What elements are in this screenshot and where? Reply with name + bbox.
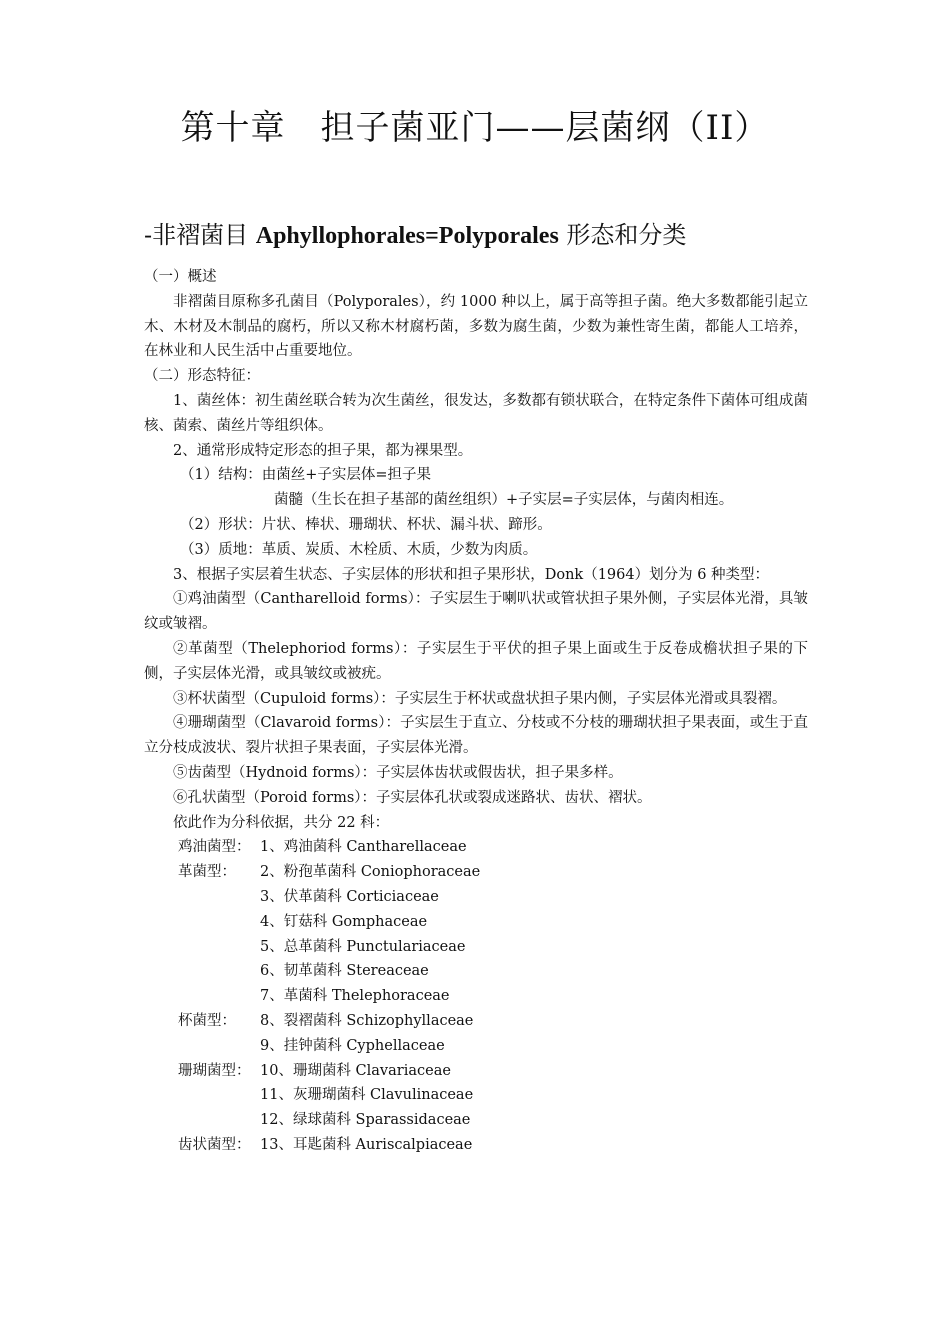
family-row [144, 1009, 808, 1034]
family-group [144, 935, 260, 960]
chapter-title: 第十章 担子菌亚门——层菌纲（II） [180, 108, 770, 148]
family-row [144, 885, 808, 910]
family-group [144, 1034, 260, 1059]
family-row [144, 935, 808, 960]
heading-overview: （一）概述 [144, 269, 217, 285]
family-group: 齿状菌型： [178, 1136, 251, 1153]
family-row [144, 860, 808, 885]
family-row [144, 1083, 808, 1108]
family-group [144, 910, 260, 935]
family-group: 杯菌型： [178, 1012, 236, 1029]
family-name: 5、总革菌科 Punctulariaceae [260, 938, 466, 955]
family-group: 珊瑚菌型： [178, 1062, 251, 1079]
family-name: 8、裂褶菌科 Schizophyllaceae [260, 1012, 474, 1029]
family-name: 12、绿球菌科 Sparassidaceae [260, 1112, 471, 1129]
family-row [144, 1133, 808, 1158]
family-name: 2、粉孢革菌科 Coniophoraceae [260, 864, 481, 881]
body-text [144, 265, 808, 1158]
type-cupuloid: ③杯状菌型（Cupuloid forms）：子实层生于杯状或盘状担子果内侧，子实层体光滑或具裂褶。 [173, 690, 787, 707]
family-name: 9、挂钟菌科 Cyphellaceae [260, 1037, 445, 1054]
section-title-latin: Aphyllophorales=Polyporales [255, 223, 559, 249]
family-group [144, 1108, 260, 1133]
family-group [144, 984, 260, 1009]
family-group: 鸡油菌型： [178, 839, 251, 856]
family-group [144, 959, 260, 984]
item-texture: （3）质地：革质、炭质、木栓质、木质，少数为肉质。 [180, 541, 538, 558]
family-list [144, 835, 808, 1157]
family-name: 1、鸡油菌科 Cantharellaceae [260, 839, 467, 856]
section-title-prefix: -非褶菌目 [144, 221, 256, 249]
item-mycelium: 1、菌丝体：初生菌丝联合转为次生菌丝，很发达，多数都有锁状联合，在特定条件下菌体可组成菌核、菌索、菌丝片等组织体。 [144, 392, 808, 434]
family-name: 6、韧革菌科 Stereaceae [260, 963, 429, 980]
section-title [144, 215, 686, 250]
family-name: 11、灰珊瑚菌科 Clavulinaceae [260, 1087, 474, 1104]
item-structure: （1）结构：由菌丝+子实层体=担子果 [180, 467, 432, 484]
family-group [144, 885, 260, 910]
item-structure-detail: 菌髓（生长在担子基部的菌丝组织）+子实层=子实层体，与菌肉相连。 [274, 492, 734, 509]
section-title-suffix: 形态和分类 [558, 221, 687, 249]
type-poroid: ⑥孔状菌型（Poroid forms）：子实层体孔状或裂成迷路状、齿状、褶状。 [173, 789, 652, 806]
family-row [144, 959, 808, 984]
family-name: 10、珊瑚菌科 Clavariaceae [260, 1062, 451, 1079]
family-row [144, 835, 808, 860]
type-thelephoroid: ②革菌型（Thelephoriod forms）：子实层生于平伏的担子果上面或生于反卷成檐状担子果的下侧，子实层体光滑，或具皱纹或被疣。 [144, 640, 808, 682]
item-donk-types: 3、根据子实层着生状态、子实层体的形状和担子果形状，Donk（1964）划分为 6 种类型： [173, 566, 770, 583]
family-group: 革菌型： [178, 864, 236, 881]
family-group [144, 1083, 260, 1108]
family-name: 13、耳匙菌科 Auriscalpiaceae [260, 1136, 473, 1153]
type-hydnoid: ⑤齿菌型（Hydnoid forms）：子实层体齿状或假齿状，担子果多样。 [173, 764, 623, 781]
overview-paragraph: 非褶菌目原称多孔菌目（Polyporales），约 1000 种以上，属于高等担子菌。绝大多数都能引起立木、木材及木制品的腐朽，所以又称木材腐朽菌，多数为腐生菌，少数为兼性寄生菌，都能人工培养，在林业和人民生活中占重要地位。 [144, 293, 808, 360]
family-name: 3、伏革菌科 Corticiaceae [260, 888, 439, 905]
family-row [144, 910, 808, 935]
family-name: 4、钉菇科 Gomphaceae [260, 913, 428, 930]
family-row [144, 1108, 808, 1133]
heading-morphology: （二）形态特征： [144, 368, 260, 385]
item-shape: （2）形状：片状、棒状、珊瑚状、杯状、漏斗状、蹄形。 [180, 516, 552, 533]
item-basidiocarp: 2、通常形成特定形态的担子果，都为裸果型。 [173, 442, 473, 459]
family-row [144, 984, 808, 1009]
classification-intro: 依此作为分科依据，共分 22 科： [173, 814, 390, 831]
family-name: 7、革菌科 Thelephoraceae [260, 988, 450, 1005]
family-row [144, 1034, 808, 1059]
type-cantharelloid: ①鸡油菌型（Cantharelloid forms）：子实层生于喇叭状或管状担子果外侧，子实层体光滑，具皱纹或皱褶。 [144, 591, 808, 633]
type-clavaroid: ④珊瑚菌型（Clavaroid forms）：子实层生于直立、分枝或不分枝的珊瑚状担子果表面，或生于直立分枝成波状、裂片状担子果表面，子实层体光滑。 [144, 715, 808, 757]
family-row [144, 1059, 808, 1084]
